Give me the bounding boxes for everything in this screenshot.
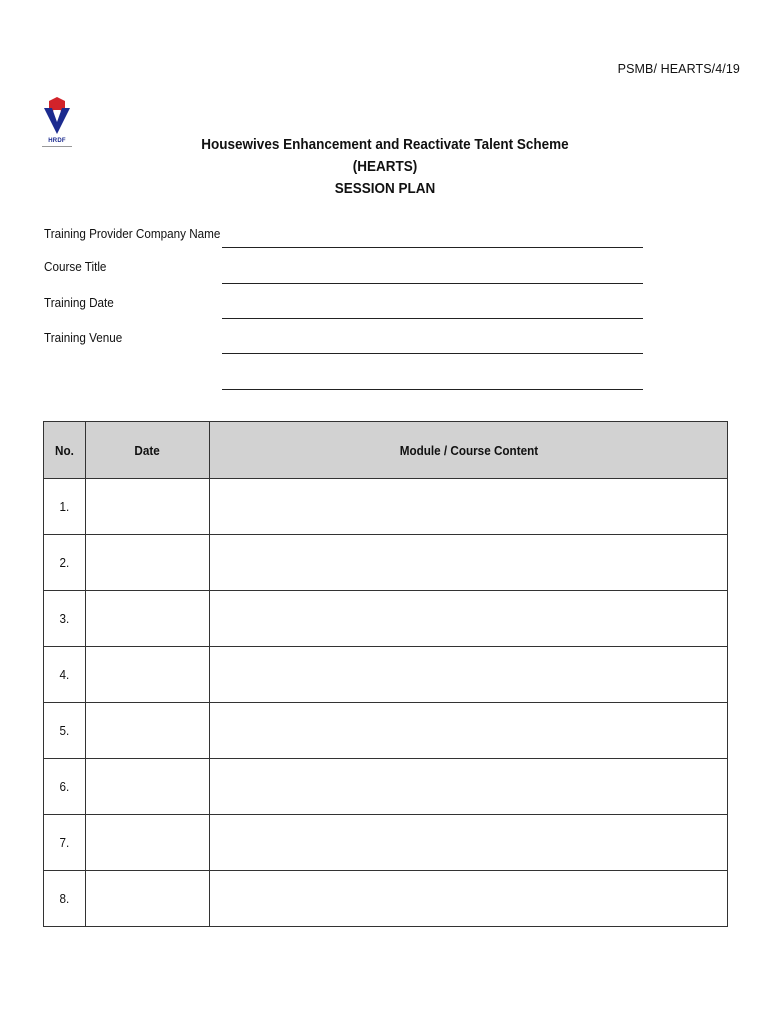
date-cell[interactable] (86, 535, 210, 591)
title-scheme: Housewives Enhancement and Reactivate Talent Scheme (201, 136, 569, 153)
training-venue-input-line-2[interactable] (222, 389, 643, 390)
course-title-input-line[interactable] (222, 283, 643, 284)
label-training-date: Training Date (44, 295, 114, 310)
content-cell[interactable] (210, 759, 728, 815)
date-cell[interactable] (86, 591, 210, 647)
content-cell[interactable] (210, 479, 728, 535)
table-row (44, 703, 728, 759)
logo-text: HRDF (48, 138, 66, 144)
content-cell[interactable] (210, 535, 728, 591)
title-acronym: (HEARTS) (352, 158, 418, 175)
content-cell[interactable] (210, 815, 728, 871)
table-row (44, 535, 728, 591)
content-cell[interactable] (210, 703, 728, 759)
header-content: Module / Course Content (210, 422, 728, 479)
table-row (44, 591, 728, 647)
row-number: 1. (44, 479, 86, 535)
row-number: 8. (44, 871, 86, 927)
table-row (44, 647, 728, 703)
row-number: 2. (44, 535, 86, 591)
date-cell[interactable] (86, 759, 210, 815)
content-cell[interactable] (210, 591, 728, 647)
table-row (44, 759, 728, 815)
date-cell[interactable] (86, 871, 210, 927)
training-date-input-line[interactable] (222, 318, 643, 319)
row-number: 5. (44, 703, 86, 759)
hrdf-emblem-icon (42, 96, 72, 136)
date-cell[interactable] (86, 703, 210, 759)
table-row (44, 815, 728, 871)
date-cell[interactable] (86, 479, 210, 535)
label-course-title: Course Title (44, 259, 107, 274)
row-number: 4. (44, 647, 86, 703)
content-cell[interactable] (210, 871, 728, 927)
row-number: 3. (44, 591, 86, 647)
date-cell[interactable] (86, 647, 210, 703)
header-no: No. (44, 422, 86, 479)
training-venue-input-line[interactable] (222, 353, 643, 354)
table-header-row (44, 422, 728, 479)
label-training-venue: Training Venue (44, 330, 123, 345)
row-number: 7. (44, 815, 86, 871)
title-session-plan: SESSION PLAN (334, 180, 436, 197)
document-title (0, 134, 770, 200)
table-row (44, 871, 728, 927)
session-plan-table (43, 421, 728, 927)
table-row (44, 479, 728, 535)
form-reference: PSMB/ HEARTS/4/19 (617, 62, 740, 76)
row-number: 6. (44, 759, 86, 815)
header-date: Date (86, 422, 210, 479)
provider-input-line[interactable] (222, 247, 643, 248)
content-cell[interactable] (210, 647, 728, 703)
label-provider: Training Provider Company Name (44, 226, 221, 241)
date-cell[interactable] (86, 815, 210, 871)
